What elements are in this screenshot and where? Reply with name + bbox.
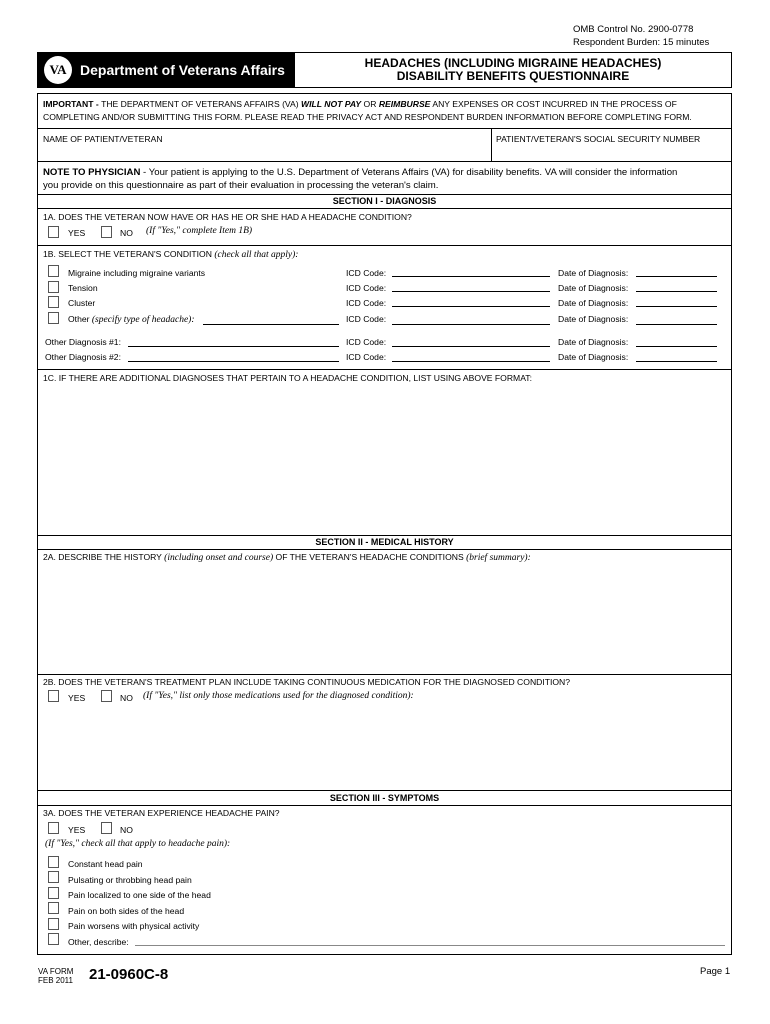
va-form-label: VA FORM <box>38 967 74 976</box>
icd-code-label: ICD Code: <box>346 268 387 278</box>
symptom-constant: Constant head pain <box>68 859 143 869</box>
q2b-no-label: NO <box>120 693 133 703</box>
date-diagnosis-field[interactable] <box>636 276 717 277</box>
page-number: Page 1 <box>700 966 731 977</box>
constant-pain-checkbox[interactable] <box>48 856 59 868</box>
icd-code-label: ICD Code: <box>346 298 387 308</box>
q1a-yes-label: YES <box>68 228 86 238</box>
q2b-medications-area[interactable] <box>43 707 727 787</box>
date-diagnosis-label: Date of Diagnosis: <box>558 268 629 278</box>
icd-code-field[interactable] <box>392 346 550 347</box>
patient-name-label: NAME OF PATIENT/VETERAN <box>43 134 163 144</box>
symptom-one-side: Pain localized to one side of the head <box>68 890 211 900</box>
q3a-yes-checkbox[interactable] <box>48 822 59 834</box>
q3a-no-checkbox[interactable] <box>101 822 112 834</box>
date-diagnosis-field[interactable] <box>636 291 717 292</box>
va-seal-icon: VA <box>44 56 72 84</box>
icd-code-label: ICD Code: <box>346 352 387 362</box>
date-diagnosis-label: Date of Diagnosis: <box>558 298 629 308</box>
one-side-pain-checkbox[interactable] <box>48 887 59 899</box>
date-diagnosis-label: Date of Diagnosis: <box>558 337 629 347</box>
form-number: 21-0960C-8 <box>89 966 169 983</box>
symptom-other: Other, describe: <box>68 937 129 947</box>
other-diagnosis-1-label: Other Diagnosis #1: <box>45 337 121 347</box>
respondent-burden: Respondent Burden: 15 minutes <box>573 37 710 48</box>
q2b-note: (If "Yes," list only those medications used for the diagnosed condition): <box>143 691 414 701</box>
symptom-physical-activity: Pain worsens with physical activity <box>68 921 200 931</box>
migraine-checkbox[interactable] <box>48 265 59 277</box>
other-condition-checkbox[interactable] <box>48 312 59 324</box>
both-sides-pain-checkbox[interactable] <box>48 902 59 914</box>
q2b-yes-label: YES <box>68 693 86 703</box>
condition-migraine: Migraine including migraine variants <box>68 268 206 278</box>
form-title: HEADACHES (INCLUDING MIGRAINE HEADACHES) DISABILITY BENEFITS QUESTIONNAIRE <box>364 56 662 83</box>
symptom-pulsating: Pulsating or throbbing head pain <box>68 875 192 885</box>
question-2a: 2A. DESCRIBE THE HISTORY (including onset and course) OF THE VETERAN'S HEADACHE CONDITIONS (brief summary): <box>43 552 531 563</box>
icd-code-label: ICD Code: <box>346 337 387 347</box>
other-diagnosis-1-field[interactable] <box>128 346 339 347</box>
other-diagnosis-2-field[interactable] <box>128 361 339 362</box>
icd-code-label: ICD Code: <box>346 283 387 293</box>
section-2-title: SECTION II - MEDICAL HISTORY <box>315 537 454 547</box>
section-1-title: SECTION I - DIAGNOSIS <box>332 196 437 206</box>
cluster-checkbox[interactable] <box>48 296 59 308</box>
q3a-no-label: NO <box>120 825 133 835</box>
icd-code-label: ICD Code: <box>346 314 387 324</box>
va-logo <box>38 53 295 87</box>
department-name: Department of Veterans Affairs <box>80 62 285 78</box>
important-notice: IMPORTANT - THE DEPARTMENT OF VETERANS AFFAIRS (VA) WILL NOT PAY OR REIMBURSE ANY EXPENSES OR COST INCURRED IN THE PROCESS OF COMPLETING AND/OR SUBMITTING THIS FORM. PLEASE READ THE PRIVACY ACT AND RESPONDENT BURDEN INFORMATION BEFORE COMPLETING FORM. <box>43 99 692 122</box>
q3a-note: (If "Yes," check all that apply to headache pain): <box>45 839 231 849</box>
question-3a: 3A. DOES THE VETERAN EXPERIENCE HEADACHE PAIN? <box>43 808 280 818</box>
date-diagnosis-field[interactable] <box>636 306 717 307</box>
date-diagnosis-label: Date of Diagnosis: <box>558 352 629 362</box>
q1c-text-area[interactable] <box>43 386 727 531</box>
q1a-yes-checkbox[interactable] <box>48 226 59 238</box>
date-diagnosis-label: Date of Diagnosis: <box>558 283 629 293</box>
other-symptom-checkbox[interactable] <box>48 933 59 945</box>
question-1a: 1A. DOES THE VETERAN NOW HAVE OR HAS HE OR SHE HAD A HEADACHE CONDITION? <box>43 212 412 222</box>
icd-code-field[interactable] <box>392 306 550 307</box>
omb-info <box>573 23 709 49</box>
q2b-no-checkbox[interactable] <box>101 690 112 702</box>
form-date: FEB 2011 <box>38 976 73 985</box>
omb-control: OMB Control No. 2900-0778 <box>573 24 694 35</box>
icd-code-field[interactable] <box>392 361 550 362</box>
condition-tension: Tension <box>68 283 98 293</box>
question-1c: 1C. IF THERE ARE ADDITIONAL DIAGNOSES THAT PERTAIN TO A HEADACHE CONDITION, LIST USING ABOVE FORMAT: <box>43 373 532 383</box>
condition-cluster: Cluster <box>68 298 96 308</box>
date-diagnosis-field[interactable] <box>636 324 717 325</box>
date-diagnosis-label: Date of Diagnosis: <box>558 314 629 324</box>
q3a-yes-label: YES <box>68 825 86 835</box>
ssn-label: PATIENT/VETERAN'S SOCIAL SECURITY NUMBER <box>496 134 701 144</box>
physical-activity-checkbox[interactable] <box>48 918 59 930</box>
icd-code-field[interactable] <box>392 291 550 292</box>
other-condition-field[interactable] <box>203 324 339 325</box>
symptom-both-sides: Pain on both sides of the head <box>68 906 185 916</box>
note-to-physician: NOTE TO PHYSICIAN - Your patient is applying to the U.S. Department of Veterans Affairs (VA) for disability benefits. VA will consider the information you provide on this questionnaire as part of their evaluation in processing the veteran's claim. <box>43 167 678 191</box>
q2b-yes-checkbox[interactable] <box>48 690 59 702</box>
question-1b: 1B. SELECT THE VETERAN'S CONDITION (check all that apply): <box>43 249 299 260</box>
patient-name-field[interactable] <box>43 145 487 159</box>
q1a-note: (If "Yes," complete Item 1B) <box>146 226 253 236</box>
ssn-field[interactable] <box>496 145 728 159</box>
pulsating-pain-checkbox[interactable] <box>48 871 59 883</box>
other-diagnosis-2-label: Other Diagnosis #2: <box>45 352 121 362</box>
tension-checkbox[interactable] <box>48 281 59 293</box>
form-id-block <box>38 967 73 985</box>
q1a-no-label: NO <box>120 228 133 238</box>
icd-code-field[interactable] <box>392 276 550 277</box>
question-2b: 2B. DOES THE VETERAN'S TREATMENT PLAN INCLUDE TAKING CONTINUOUS MEDICATION FOR THE DIAGNOSED CONDITION? <box>43 677 571 687</box>
section-3-title: SECTION III - SYMPTOMS <box>329 793 440 803</box>
form-header <box>37 52 732 88</box>
date-diagnosis-field[interactable] <box>636 346 717 347</box>
other-symptom-field[interactable] <box>135 945 725 946</box>
q2a-text-area[interactable] <box>43 566 727 670</box>
date-diagnosis-field[interactable] <box>636 361 717 362</box>
condition-other: Other (specify type of headache): <box>68 314 195 325</box>
icd-code-field[interactable] <box>392 324 550 325</box>
q1a-no-checkbox[interactable] <box>101 226 112 238</box>
